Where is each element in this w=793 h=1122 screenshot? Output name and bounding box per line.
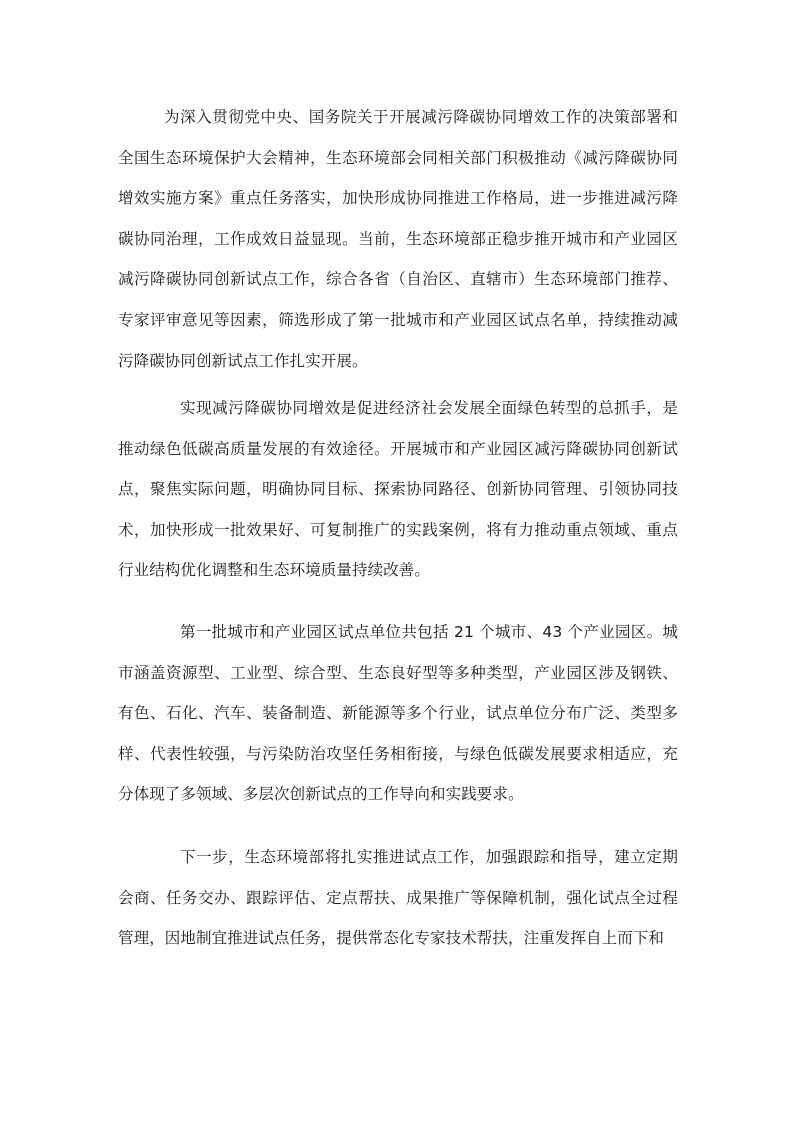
paragraph-2: 实现减污降碳协同增效是促进经济社会发展全面绿色转型的总抓手，是推动绿色低碳高质量发展的有效途径。开展城市和产业园区减污降碳协同创新试点，聚焦实际问题，明确协同目标、探索协同路径、创新协同管理、引领协同技术，加快形成一批效果好、可复制推广的实践案例，将有力推动重点领域、重点行业结构优化调整和生态环境质量持续改善。 [118,399,678,580]
paragraph-1: 为深入贯彻党中央、国务院关于开展减污降碳协同增效工作的决策部署和全国生态环境保护大会精神，生态环境部会同相关部门积极推动《减污降碳协同增效实施方案》重点任务落实，加快形成协同推进工作格局，进一步推进减污降碳协同治理，工作成效日益显现。当前，生态环境部正稳步推开城市和产业园区减污降碳协同创新试点工作，综合各省（自治区、直辖市）生态环境部门推荐、专家评审意见等因素，筛选形成了第一批城市和产业园区试点名单，持续推动减污降碳协同创新试点工作扎实开展。 [118,108,678,370]
paragraph-4: 下一步，生态环境部将扎实推进试点工作，加强跟踪和指导，建立定期会商、任务交办、跟踪评估、定点帮扶、成果推广等保障机制，强化试点全过程管理，因地制宜推进试点任务，提供常态化专家技术帮扶，注重发挥自上而下和 [118,848,678,948]
paragraph-3: 第一批城市和产业园区试点单位共包括 21 个城市、43 个产业园区。城市涵盖资源型、工业型、综合型、生态良好型等多种类型，产业园区涉及钢铁、有色、石化、汽车、装备制造、新能源等多个行业，试点单位分布广泛、类型多样、代表性较强，与污染防治攻坚任务相衔接，与绿色低碳发展要求相适应，充分体现了多领域、多层次创新试点的工作导向和实践要求。 [118,623,678,804]
